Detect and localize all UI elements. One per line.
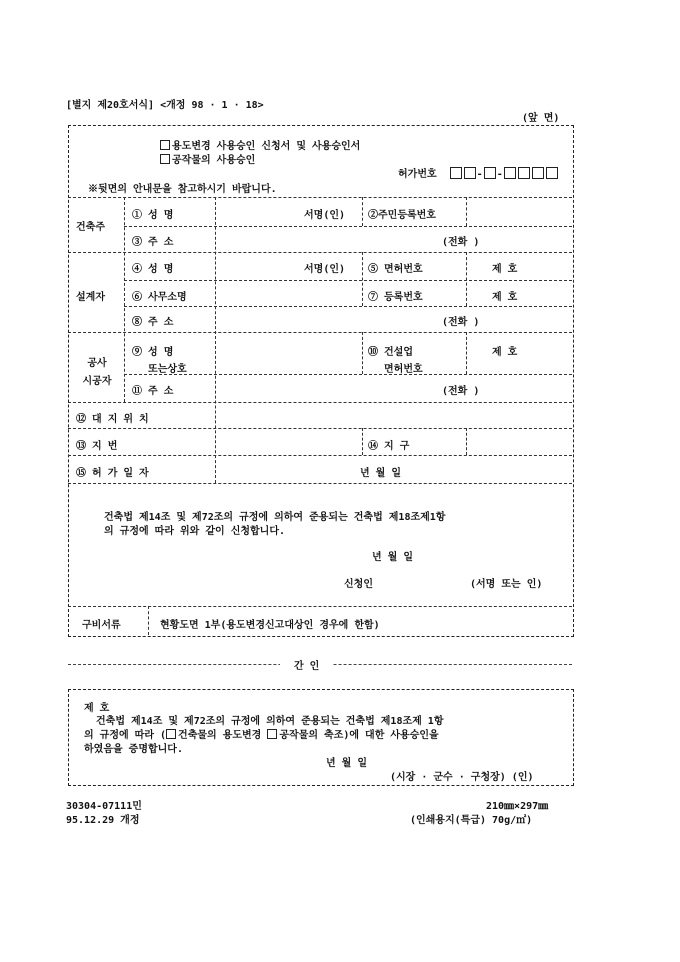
column-divider (362, 197, 363, 226)
applicant-label: 신청인 (344, 579, 373, 590)
designer-address-label: ⑧ 주 소 (132, 317, 174, 328)
permit-number: 허가번호 - - (398, 165, 559, 180)
application-date[interactable]: 년 월 일 (372, 552, 414, 563)
owner-sign-label: 서명(인) (304, 210, 346, 221)
checkbox-building-use-change[interactable] (160, 140, 170, 150)
column-divider (362, 428, 363, 455)
site-location-input[interactable] (220, 405, 568, 425)
permit-number-field[interactable]: - - (449, 169, 559, 180)
applicant-name-input[interactable] (392, 571, 462, 587)
row-divider (68, 197, 572, 198)
title-structure: 공작물의 사용승인 (160, 151, 255, 166)
row-divider (68, 483, 572, 484)
certificate-line-2: 의 규정에 따라 ( 건축물의 용도변경 공작물의 축조)에 대한 사용승인을 (84, 730, 439, 741)
certificate-issuer: (시장 · 군수 · 구청장) (인) (390, 772, 534, 783)
checkbox-structure[interactable] (160, 154, 170, 164)
column-divider (466, 197, 467, 226)
contractor-license-label: ⑩ 건설업 면허번호 (368, 347, 423, 375)
owner-id-input[interactable] (470, 200, 568, 222)
district-label: ⑭ 지 구 (368, 441, 410, 452)
contractor-name-label: ⑨ 성 명 또는상호 (132, 347, 187, 375)
owner-id-label: ②주민등록번호 (368, 210, 436, 221)
row-divider (124, 280, 572, 281)
column-divider (215, 197, 216, 483)
contractor-name-input[interactable] (220, 336, 358, 370)
contractor-license-number: 제 호 (492, 347, 518, 358)
column-divider (124, 197, 125, 402)
row-divider (68, 402, 572, 403)
lot-number-input[interactable] (220, 432, 358, 452)
designer-office-input[interactable] (220, 283, 358, 303)
permit-date-value[interactable]: 년 월 일 (360, 468, 402, 479)
footer-paper-size: 210㎜×297㎜ (486, 801, 549, 812)
checkbox-cert-structure[interactable] (267, 729, 277, 739)
column-divider (466, 428, 467, 455)
designer-phone-label: (전화 ) (442, 317, 480, 328)
designer-name-label: ④ 성 명 (132, 264, 174, 275)
contractor-address-label: ⑪ 주 소 (132, 386, 174, 397)
owner-address-label: ③ 주 소 (132, 237, 174, 248)
row-divider (124, 374, 572, 375)
footer-revised: 95.12.29 개정 (66, 815, 140, 826)
designer-name-input[interactable] (220, 255, 300, 277)
permit-date-label: ⑮ 허 가 일 자 (76, 468, 149, 479)
documents-value: 현황도면 1부(용도변경신고대상인 경우에 한함) (160, 620, 380, 631)
declaration-line-2: 의 규정에 따라 위와 같이 신청합니다. (104, 526, 286, 537)
row-divider (68, 332, 572, 333)
page-side-label: (앞 면) (522, 113, 560, 124)
row-divider (124, 306, 572, 307)
contractor-address-input[interactable] (220, 377, 430, 399)
declaration-line-1: 건축법 제14조 및 제72조의 규정에 의하여 준용되는 건축법 제18조제1항 (104, 512, 446, 523)
column-divider (466, 332, 467, 374)
designer-group-label: 설계자 (76, 292, 105, 303)
contractor-group-label: 공사 시공자 (82, 358, 112, 387)
column-divider (148, 606, 149, 635)
owner-phone-label: (전화 ) (442, 237, 480, 248)
applicant-sign-label: (서명 또는 인) (470, 579, 543, 590)
certificate-date: 년 월 일 (326, 758, 368, 769)
title-building-use-change: 용도변경 사용승인 신청서 및 사용승인서 (160, 137, 360, 152)
certificate-line-3: 하였음을 증명합니다. (84, 744, 183, 755)
designer-license-label: ⑤ 면허번호 (368, 264, 423, 275)
row-divider (68, 252, 572, 253)
district-input[interactable] (470, 432, 568, 452)
owner-group-label: 건축주 (76, 222, 105, 233)
designer-office-label: ⑥ 사무소명 (132, 292, 187, 303)
site-location-label: ⑫ 대 지 위 치 (76, 414, 149, 425)
certificate-number: 제 호 (84, 703, 110, 714)
designer-sign-label: 서명(인) (304, 264, 346, 275)
row-divider (124, 226, 572, 227)
row-divider (68, 606, 572, 607)
row-divider (68, 455, 572, 456)
documents-label: 구비서류 (82, 620, 121, 631)
owner-name-input[interactable] (220, 200, 300, 222)
contractor-phone-label: (전화 ) (442, 386, 480, 397)
footer-paper-spec: (인쇄용지(특급) 70g/㎡) (410, 815, 533, 826)
owner-name-label: ① 성 명 (132, 210, 174, 221)
column-divider (362, 252, 363, 306)
column-divider (466, 252, 467, 306)
row-divider (68, 428, 572, 429)
designer-registration-number: 제 호 (492, 292, 518, 303)
lot-number-label: ⑬ 지 번 (76, 441, 118, 452)
owner-address-input[interactable] (220, 229, 430, 249)
cut-line-label: 간 인 (280, 657, 333, 672)
form-number: [별지 제20호서식] <개정 98 · 1 · 18> (66, 100, 264, 111)
certificate-line-1: 건축법 제14조 및 제72조의 규정에 의하여 준용되는 건축법 제18조제 1항 (96, 716, 444, 727)
checkbox-cert-building[interactable] (166, 729, 176, 739)
notice: ※뒷면의 안내문을 참고하시기 바랍니다. (88, 184, 277, 195)
footer-code: 30304-07111민 (66, 801, 142, 812)
designer-license-number: 제 호 (492, 264, 518, 275)
designer-registration-label: ⑦ 등록번호 (368, 292, 423, 303)
designer-address-input[interactable] (220, 309, 430, 329)
column-divider (362, 332, 363, 374)
